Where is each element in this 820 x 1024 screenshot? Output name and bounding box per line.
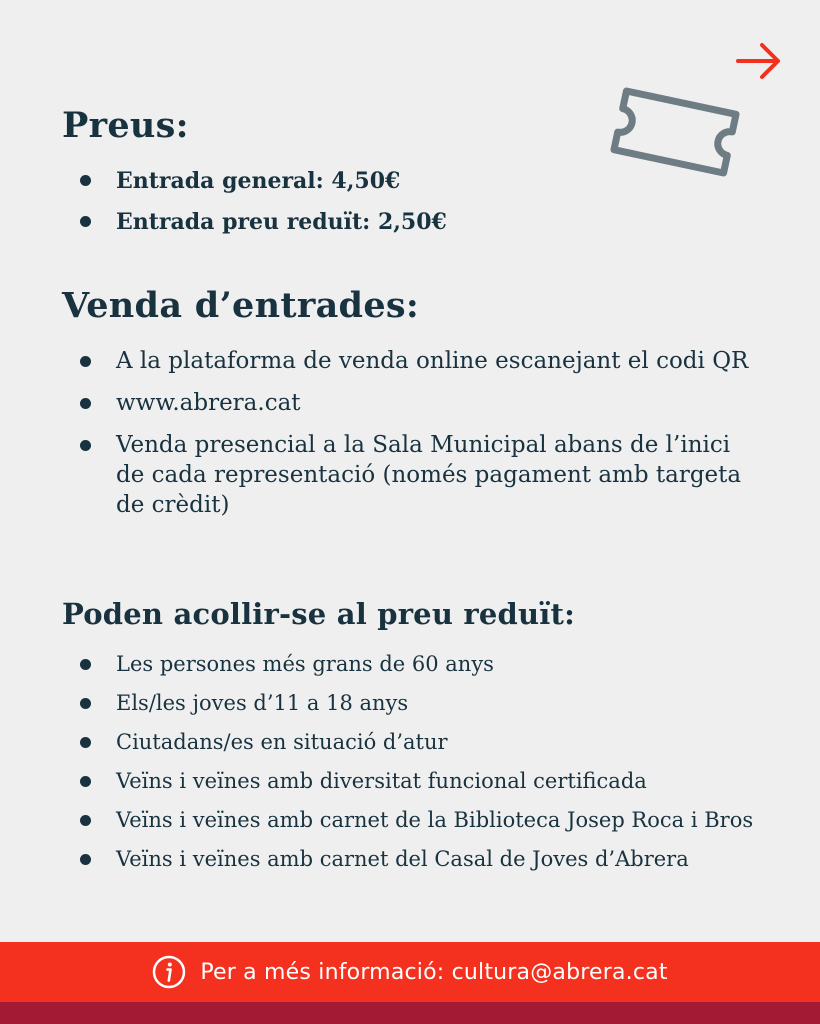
list-item: Les persones més grans de 60 anys — [80, 651, 760, 678]
sales-heading: Venda d’entrades: — [62, 285, 420, 326]
list-item: Veïns i veïnes amb carnet del Casal de Joves d’Abrera — [80, 846, 760, 873]
prices-list — [80, 167, 760, 249]
prices-heading: Preus: — [62, 105, 189, 146]
bottom-band — [0, 1002, 820, 1024]
arrow-right-icon[interactable] — [734, 40, 784, 82]
list-item: A la plataforma de venda online escanejant el codi QR — [80, 346, 760, 376]
list-item: Veïns i veïnes amb carnet de la Biblioteca Josep Roca i Bros — [80, 807, 760, 834]
sales-list — [80, 346, 760, 532]
list-item: Entrada preu reduït: 2,50€ — [80, 208, 760, 236]
info-icon — [152, 955, 186, 989]
info-contact-text: Per a més informació: cultura@abrera.cat — [200, 959, 668, 985]
list-item: Entrada general: 4,50€ — [80, 167, 760, 195]
list-item: www.abrera.cat — [80, 388, 760, 418]
reduced-heading: Poden acollir-se al preu reduït: — [62, 597, 576, 631]
list-item: Els/les joves d’11 a 18 anys — [80, 690, 760, 717]
reduced-list — [80, 651, 760, 885]
info-footer — [0, 942, 820, 1002]
list-item: Venda presencial a la Sala Municipal abans de l’inici de cada representació (només pagament amb targeta de crèdit) — [80, 430, 760, 520]
list-item: Veïns i veïnes amb diversitat funcional certificada — [80, 768, 760, 795]
list-item: Ciutadans/es en situació d’atur — [80, 729, 760, 756]
